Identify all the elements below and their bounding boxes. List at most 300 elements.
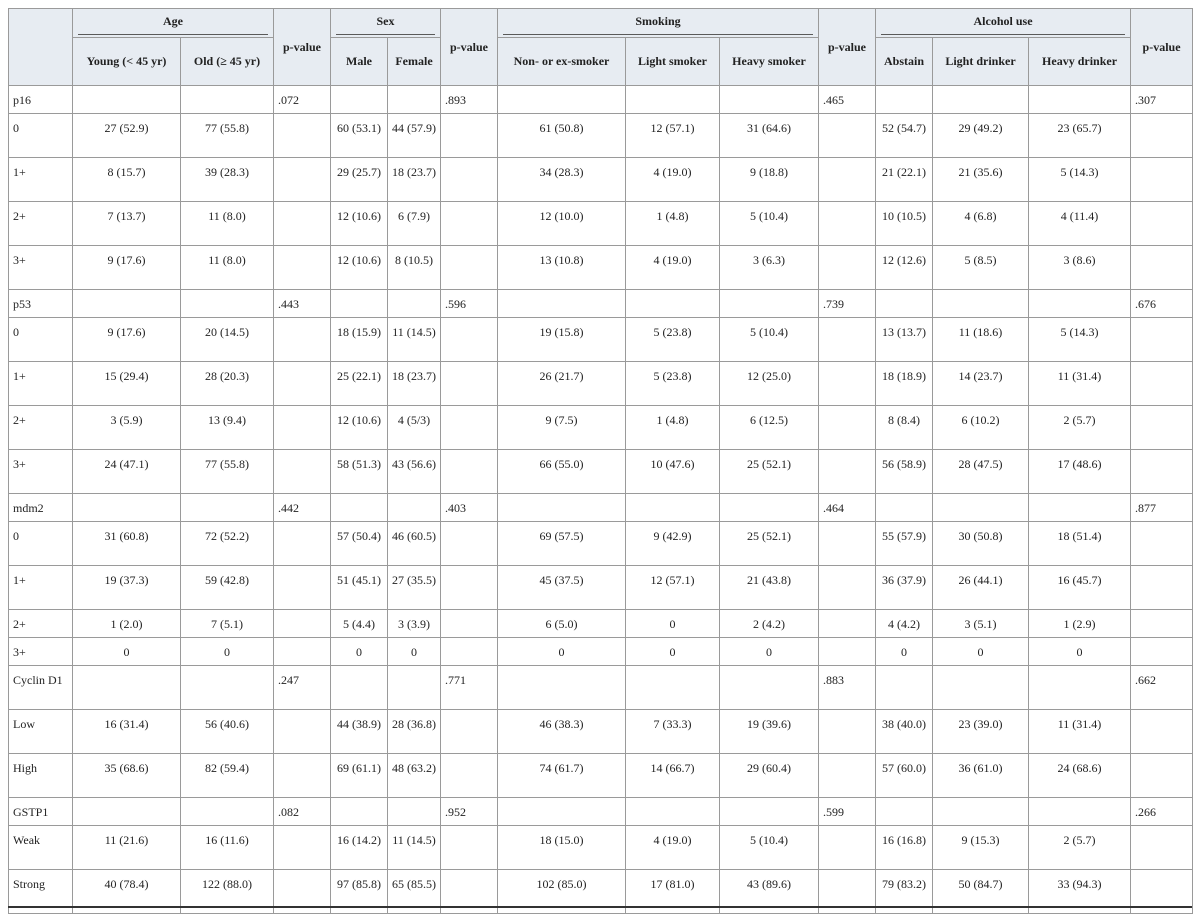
row-label: 0 <box>9 114 73 158</box>
header-alcohol-pvalue: p-value <box>1131 9 1193 86</box>
table-cell: 5 (4.4) <box>331 610 388 638</box>
row-label: Cyclin D1 <box>9 666 73 710</box>
table-cell: 24 (47.1) <box>73 450 181 494</box>
table-cell: 0 <box>876 638 933 666</box>
table-cell <box>876 86 933 114</box>
table-cell <box>331 494 388 522</box>
table-cell <box>388 86 441 114</box>
table-cell: 48 (63.2) <box>388 754 441 798</box>
header-alcohol: Alcohol use <box>876 9 1131 38</box>
pvalue-cell <box>819 450 876 494</box>
table-row <box>9 158 1193 202</box>
table-cell <box>498 666 626 710</box>
table-cell: 4 (4.2) <box>876 610 933 638</box>
table-cell <box>73 798 181 826</box>
table-cell: 21 (43.8) <box>720 566 819 610</box>
pvalue-cell <box>441 202 498 246</box>
data-table <box>8 8 1193 914</box>
table-cell: 12 (10.6) <box>331 246 388 290</box>
pvalue-cell <box>819 754 876 798</box>
table-cell: 4 (11.4) <box>1029 202 1131 246</box>
table-cell <box>388 666 441 710</box>
pvalue-cell <box>274 710 331 754</box>
header-female: Female <box>388 38 441 86</box>
table-cell <box>331 290 388 318</box>
table-cell <box>1029 86 1131 114</box>
table-cell: 12 (10.6) <box>331 406 388 450</box>
table-cell <box>331 666 388 710</box>
table-cell <box>933 666 1029 710</box>
table-row <box>9 522 1193 566</box>
table-row <box>9 710 1193 754</box>
table-row <box>9 754 1193 798</box>
table-cell: 28 (20.3) <box>181 362 274 406</box>
pvalue-cell <box>274 610 331 638</box>
table-cell: 3 (6.3) <box>720 246 819 290</box>
header-sex: Sex <box>331 9 441 38</box>
row-label: 3+ <box>9 638 73 666</box>
table-cell: 12 (57.1) <box>626 566 720 610</box>
pvalue-cell <box>274 246 331 290</box>
table-cell: 31 (64.6) <box>720 114 819 158</box>
table-cell: 7 (13.7) <box>73 202 181 246</box>
table-cell: 77 (55.8) <box>181 450 274 494</box>
header-smoking-pvalue: p-value <box>819 9 876 86</box>
table-cell: 30 (50.8) <box>933 522 1029 566</box>
table-cell: 29 (49.2) <box>933 114 1029 158</box>
table-row <box>9 246 1193 290</box>
table-cell: 23 (39.0) <box>933 710 1029 754</box>
table-cell <box>626 290 720 318</box>
table-cell: 13 (10.8) <box>498 246 626 290</box>
row-label: GSTP1 <box>9 798 73 826</box>
table-cell <box>1029 494 1131 522</box>
table-cell: 97 (85.8) <box>331 870 388 914</box>
table-cell <box>720 290 819 318</box>
table-cell: 82 (59.4) <box>181 754 274 798</box>
row-label: 3+ <box>9 246 73 290</box>
table-cell <box>498 86 626 114</box>
pvalue-cell <box>274 826 331 870</box>
table-cell: 59 (42.8) <box>181 566 274 610</box>
table-cell: 74 (61.7) <box>498 754 626 798</box>
table-cell: 9 (7.5) <box>498 406 626 450</box>
table-cell <box>331 798 388 826</box>
pvalue-cell: .247 <box>274 666 331 710</box>
table-cell: 9 (17.6) <box>73 246 181 290</box>
row-label: 0 <box>9 318 73 362</box>
table-cell: 3 (5.1) <box>933 610 1029 638</box>
table-cell: 5 (10.4) <box>720 826 819 870</box>
table-cell: 16 (16.8) <box>876 826 933 870</box>
table-cell <box>181 494 274 522</box>
table-cell: 25 (52.1) <box>720 450 819 494</box>
table-cell: 3 (3.9) <box>388 610 441 638</box>
table-cell: 45 (37.5) <box>498 566 626 610</box>
table-row <box>9 610 1193 638</box>
pvalue-cell <box>441 826 498 870</box>
table-cell: 1 (4.8) <box>626 202 720 246</box>
table-cell: 0 <box>331 638 388 666</box>
table-cell: 38 (40.0) <box>876 710 933 754</box>
pvalue-cell <box>441 246 498 290</box>
table-cell <box>1029 798 1131 826</box>
header-young: Young (< 45 yr) <box>73 38 181 86</box>
table-cell: 1 (2.9) <box>1029 610 1131 638</box>
table-cell <box>181 86 274 114</box>
table-cell: 13 (9.4) <box>181 406 274 450</box>
table-cell: 2 (5.7) <box>1029 826 1131 870</box>
table-cell: 8 (8.4) <box>876 406 933 450</box>
pvalue-cell <box>1131 710 1193 754</box>
table-cell: 122 (88.0) <box>181 870 274 914</box>
table-row <box>9 290 1193 318</box>
header-sex-pvalue: p-value <box>441 9 498 86</box>
header-old: Old (≥ 45 yr) <box>181 38 274 86</box>
table-cell: 19 (37.3) <box>73 566 181 610</box>
pvalue-cell <box>819 406 876 450</box>
row-label: 1+ <box>9 566 73 610</box>
row-label: 0 <box>9 522 73 566</box>
pvalue-cell: .307 <box>1131 86 1193 114</box>
table-row <box>9 114 1193 158</box>
table-cell: 16 (45.7) <box>1029 566 1131 610</box>
pvalue-cell <box>441 638 498 666</box>
header-abstain: Abstain <box>876 38 933 86</box>
pvalue-cell <box>1131 566 1193 610</box>
pvalue-cell <box>441 710 498 754</box>
table-cell: 9 (42.9) <box>626 522 720 566</box>
pvalue-cell <box>1131 114 1193 158</box>
row-label: 1+ <box>9 158 73 202</box>
table-cell: 11 (14.5) <box>388 826 441 870</box>
table-cell: 79 (83.2) <box>876 870 933 914</box>
table-cell: 56 (58.9) <box>876 450 933 494</box>
pvalue-cell <box>274 450 331 494</box>
table-row <box>9 362 1193 406</box>
table-cell: 9 (17.6) <box>73 318 181 362</box>
table-cell: 12 (10.0) <box>498 202 626 246</box>
table-row <box>9 450 1193 494</box>
table-cell: 20 (14.5) <box>181 318 274 362</box>
table-cell: 13 (13.7) <box>876 318 933 362</box>
table-cell: 12 (25.0) <box>720 362 819 406</box>
table-cell: 0 <box>73 638 181 666</box>
pvalue-cell <box>274 638 331 666</box>
table-cell: 26 (44.1) <box>933 566 1029 610</box>
pvalue-cell <box>1131 202 1193 246</box>
table-cell: 17 (81.0) <box>626 870 720 914</box>
table-cell <box>181 666 274 710</box>
table-cell: 18 (23.7) <box>388 362 441 406</box>
table-cell: 18 (23.7) <box>388 158 441 202</box>
header-corner <box>9 9 73 86</box>
pvalue-cell: .676 <box>1131 290 1193 318</box>
pvalue-cell: .442 <box>274 494 331 522</box>
table-cell <box>181 798 274 826</box>
pvalue-cell <box>1131 826 1193 870</box>
header-nonsmoker: Non- or ex-smoker <box>498 38 626 86</box>
table-cell: 5 (23.8) <box>626 362 720 406</box>
table-cell: 5 (10.4) <box>720 202 819 246</box>
row-label: 2+ <box>9 406 73 450</box>
table-cell: 0 <box>720 638 819 666</box>
table-cell: 35 (68.6) <box>73 754 181 798</box>
table-cell: 4 (19.0) <box>626 826 720 870</box>
table-row <box>9 798 1193 826</box>
table-cell <box>626 666 720 710</box>
pvalue-cell: .877 <box>1131 494 1193 522</box>
table-cell: 29 (25.7) <box>331 158 388 202</box>
table-cell <box>1029 290 1131 318</box>
table-row <box>9 318 1193 362</box>
header-age-pvalue: p-value <box>274 9 331 86</box>
table-cell <box>876 798 933 826</box>
table-cell <box>933 290 1029 318</box>
header-age: Age <box>73 9 274 38</box>
table-row <box>9 666 1193 710</box>
table-cell: 2 (4.2) <box>720 610 819 638</box>
table-cell: 50 (84.7) <box>933 870 1029 914</box>
table-cell: 11 (8.0) <box>181 202 274 246</box>
table-cell <box>876 290 933 318</box>
table-cell: 33 (94.3) <box>1029 870 1131 914</box>
table-row <box>9 638 1193 666</box>
table-cell: 46 (38.3) <box>498 710 626 754</box>
pvalue-cell <box>441 566 498 610</box>
table-cell: 16 (11.6) <box>181 826 274 870</box>
table-cell: 10 (47.6) <box>626 450 720 494</box>
pvalue-cell <box>441 754 498 798</box>
table-cell: 11 (8.0) <box>181 246 274 290</box>
table-cell: 3 (5.9) <box>73 406 181 450</box>
table-cell <box>720 666 819 710</box>
pvalue-cell <box>819 710 876 754</box>
table-cell <box>720 494 819 522</box>
table-cell: 8 (15.7) <box>73 158 181 202</box>
row-label: 1+ <box>9 362 73 406</box>
table-cell <box>181 290 274 318</box>
pvalue-cell <box>1131 450 1193 494</box>
table-cell: 18 (18.9) <box>876 362 933 406</box>
table-cell: 29 (60.4) <box>720 754 819 798</box>
table-cell: 11 (31.4) <box>1029 362 1131 406</box>
table-cell: 44 (57.9) <box>388 114 441 158</box>
pvalue-cell <box>819 246 876 290</box>
row-label: 2+ <box>9 610 73 638</box>
table-cell: 2 (5.7) <box>1029 406 1131 450</box>
pvalue-cell <box>441 522 498 566</box>
pvalue-cell: .082 <box>274 798 331 826</box>
table-row <box>9 566 1193 610</box>
table-cell: 23 (65.7) <box>1029 114 1131 158</box>
pvalue-cell <box>1131 406 1193 450</box>
table-cell: 44 (38.9) <box>331 710 388 754</box>
table-cell: 34 (28.3) <box>498 158 626 202</box>
table-cell: 31 (60.8) <box>73 522 181 566</box>
table-cell <box>876 666 933 710</box>
pvalue-cell <box>441 450 498 494</box>
pvalue-cell <box>819 158 876 202</box>
table-cell: 55 (57.9) <box>876 522 933 566</box>
pvalue-cell <box>441 610 498 638</box>
table-cell: 6 (10.2) <box>933 406 1029 450</box>
table-cell <box>73 494 181 522</box>
table-cell: 43 (89.6) <box>720 870 819 914</box>
row-label: Low <box>9 710 73 754</box>
table-cell: 6 (12.5) <box>720 406 819 450</box>
pvalue-cell <box>274 114 331 158</box>
pvalue-cell <box>274 318 331 362</box>
table-body <box>9 86 1193 914</box>
table-cell: 26 (21.7) <box>498 362 626 406</box>
table-cell: 12 (57.1) <box>626 114 720 158</box>
table-cell: 21 (22.1) <box>876 158 933 202</box>
pvalue-cell <box>819 566 876 610</box>
pvalue-cell: .893 <box>441 86 498 114</box>
table-cell <box>73 290 181 318</box>
table-cell <box>498 494 626 522</box>
pvalue-cell <box>819 522 876 566</box>
pvalue-cell <box>274 566 331 610</box>
pvalue-cell <box>274 522 331 566</box>
pvalue-cell: .266 <box>1131 798 1193 826</box>
table-cell: 7 (5.1) <box>181 610 274 638</box>
table-cell <box>626 798 720 826</box>
table-cell: 17 (48.6) <box>1029 450 1131 494</box>
table-cell: 14 (23.7) <box>933 362 1029 406</box>
row-label: Strong <box>9 870 73 914</box>
table-cell: 72 (52.2) <box>181 522 274 566</box>
table-cell <box>73 86 181 114</box>
table-cell: 1 (4.8) <box>626 406 720 450</box>
header-light-drinker: Light drinker <box>933 38 1029 86</box>
pvalue-cell <box>274 362 331 406</box>
table-cell: 65 (85.5) <box>388 870 441 914</box>
table-cell: 56 (40.6) <box>181 710 274 754</box>
table-cell: 61 (50.8) <box>498 114 626 158</box>
table-cell: 3 (8.6) <box>1029 246 1131 290</box>
table-cell: 9 (18.8) <box>720 158 819 202</box>
table-cell: 28 (47.5) <box>933 450 1029 494</box>
pvalue-cell <box>1131 638 1193 666</box>
table-cell: 57 (60.0) <box>876 754 933 798</box>
pvalue-cell <box>819 638 876 666</box>
table-cell: 4 (19.0) <box>626 158 720 202</box>
table-cell: 28 (36.8) <box>388 710 441 754</box>
header-smoking: Smoking <box>498 9 819 38</box>
table-cell <box>498 798 626 826</box>
table-cell: 0 <box>498 638 626 666</box>
pvalue-cell <box>274 754 331 798</box>
row-label: mdm2 <box>9 494 73 522</box>
table-cell: 58 (51.3) <box>331 450 388 494</box>
table-cell: 57 (50.4) <box>331 522 388 566</box>
table-cell: 0 <box>181 638 274 666</box>
pvalue-cell: .662 <box>1131 666 1193 710</box>
table-cell: 19 (15.8) <box>498 318 626 362</box>
table-cell: 66 (55.0) <box>498 450 626 494</box>
table-row <box>9 86 1193 114</box>
table-cell: 60 (53.1) <box>331 114 388 158</box>
pvalue-cell: .072 <box>274 86 331 114</box>
header-light-smoker: Light smoker <box>626 38 720 86</box>
table-cell: 102 (85.0) <box>498 870 626 914</box>
pvalue-cell <box>441 114 498 158</box>
pvalue-cell <box>1131 362 1193 406</box>
pvalue-cell: .596 <box>441 290 498 318</box>
table-cell <box>720 86 819 114</box>
table-cell: 8 (10.5) <box>388 246 441 290</box>
table-cell: 11 (14.5) <box>388 318 441 362</box>
table-cell <box>498 290 626 318</box>
pvalue-cell: .599 <box>819 798 876 826</box>
row-label: Weak <box>9 826 73 870</box>
table-cell: 40 (78.4) <box>73 870 181 914</box>
table-cell <box>388 798 441 826</box>
table-cell: 18 (51.4) <box>1029 522 1131 566</box>
table-cell: 46 (60.5) <box>388 522 441 566</box>
table-cell <box>388 290 441 318</box>
table-cell: 5 (23.8) <box>626 318 720 362</box>
table-cell: 11 (21.6) <box>73 826 181 870</box>
pvalue-cell: .403 <box>441 494 498 522</box>
table-row <box>9 406 1193 450</box>
table-cell: 15 (29.4) <box>73 362 181 406</box>
table-cell: 12 (10.6) <box>331 202 388 246</box>
pvalue-cell <box>819 202 876 246</box>
table-cell: 6 (7.9) <box>388 202 441 246</box>
table-cell: 6 (5.0) <box>498 610 626 638</box>
header-heavy-smoker: Heavy smoker <box>720 38 819 86</box>
header-male: Male <box>331 38 388 86</box>
pvalue-cell <box>1131 158 1193 202</box>
row-label: High <box>9 754 73 798</box>
table-cell: 9 (15.3) <box>933 826 1029 870</box>
table-cell: 0 <box>1029 638 1131 666</box>
table-cell: 25 (52.1) <box>720 522 819 566</box>
table-cell: 4 (6.8) <box>933 202 1029 246</box>
table-cell: 5 (10.4) <box>720 318 819 362</box>
table-cell <box>876 494 933 522</box>
table-cell <box>388 494 441 522</box>
pvalue-cell <box>1131 246 1193 290</box>
table-cell: 5 (8.5) <box>933 246 1029 290</box>
table-row <box>9 202 1193 246</box>
pvalue-cell: .771 <box>441 666 498 710</box>
table-cell <box>1029 666 1131 710</box>
table-row <box>9 826 1193 870</box>
table-cell: 7 (33.3) <box>626 710 720 754</box>
table-cell: 52 (54.7) <box>876 114 933 158</box>
table-cell <box>73 666 181 710</box>
table-row <box>9 494 1193 522</box>
pvalue-cell <box>274 202 331 246</box>
table-cell: 1 (2.0) <box>73 610 181 638</box>
pvalue-cell <box>1131 522 1193 566</box>
table-cell: 16 (31.4) <box>73 710 181 754</box>
pvalue-cell <box>819 114 876 158</box>
table-cell <box>720 798 819 826</box>
pvalue-cell: .739 <box>819 290 876 318</box>
table-cell: 11 (31.4) <box>1029 710 1131 754</box>
pvalue-cell: .465 <box>819 86 876 114</box>
table-cell: 69 (57.5) <box>498 522 626 566</box>
table-cell: 77 (55.8) <box>181 114 274 158</box>
table-cell: 36 (37.9) <box>876 566 933 610</box>
pvalue-cell: .464 <box>819 494 876 522</box>
pvalue-cell <box>441 406 498 450</box>
